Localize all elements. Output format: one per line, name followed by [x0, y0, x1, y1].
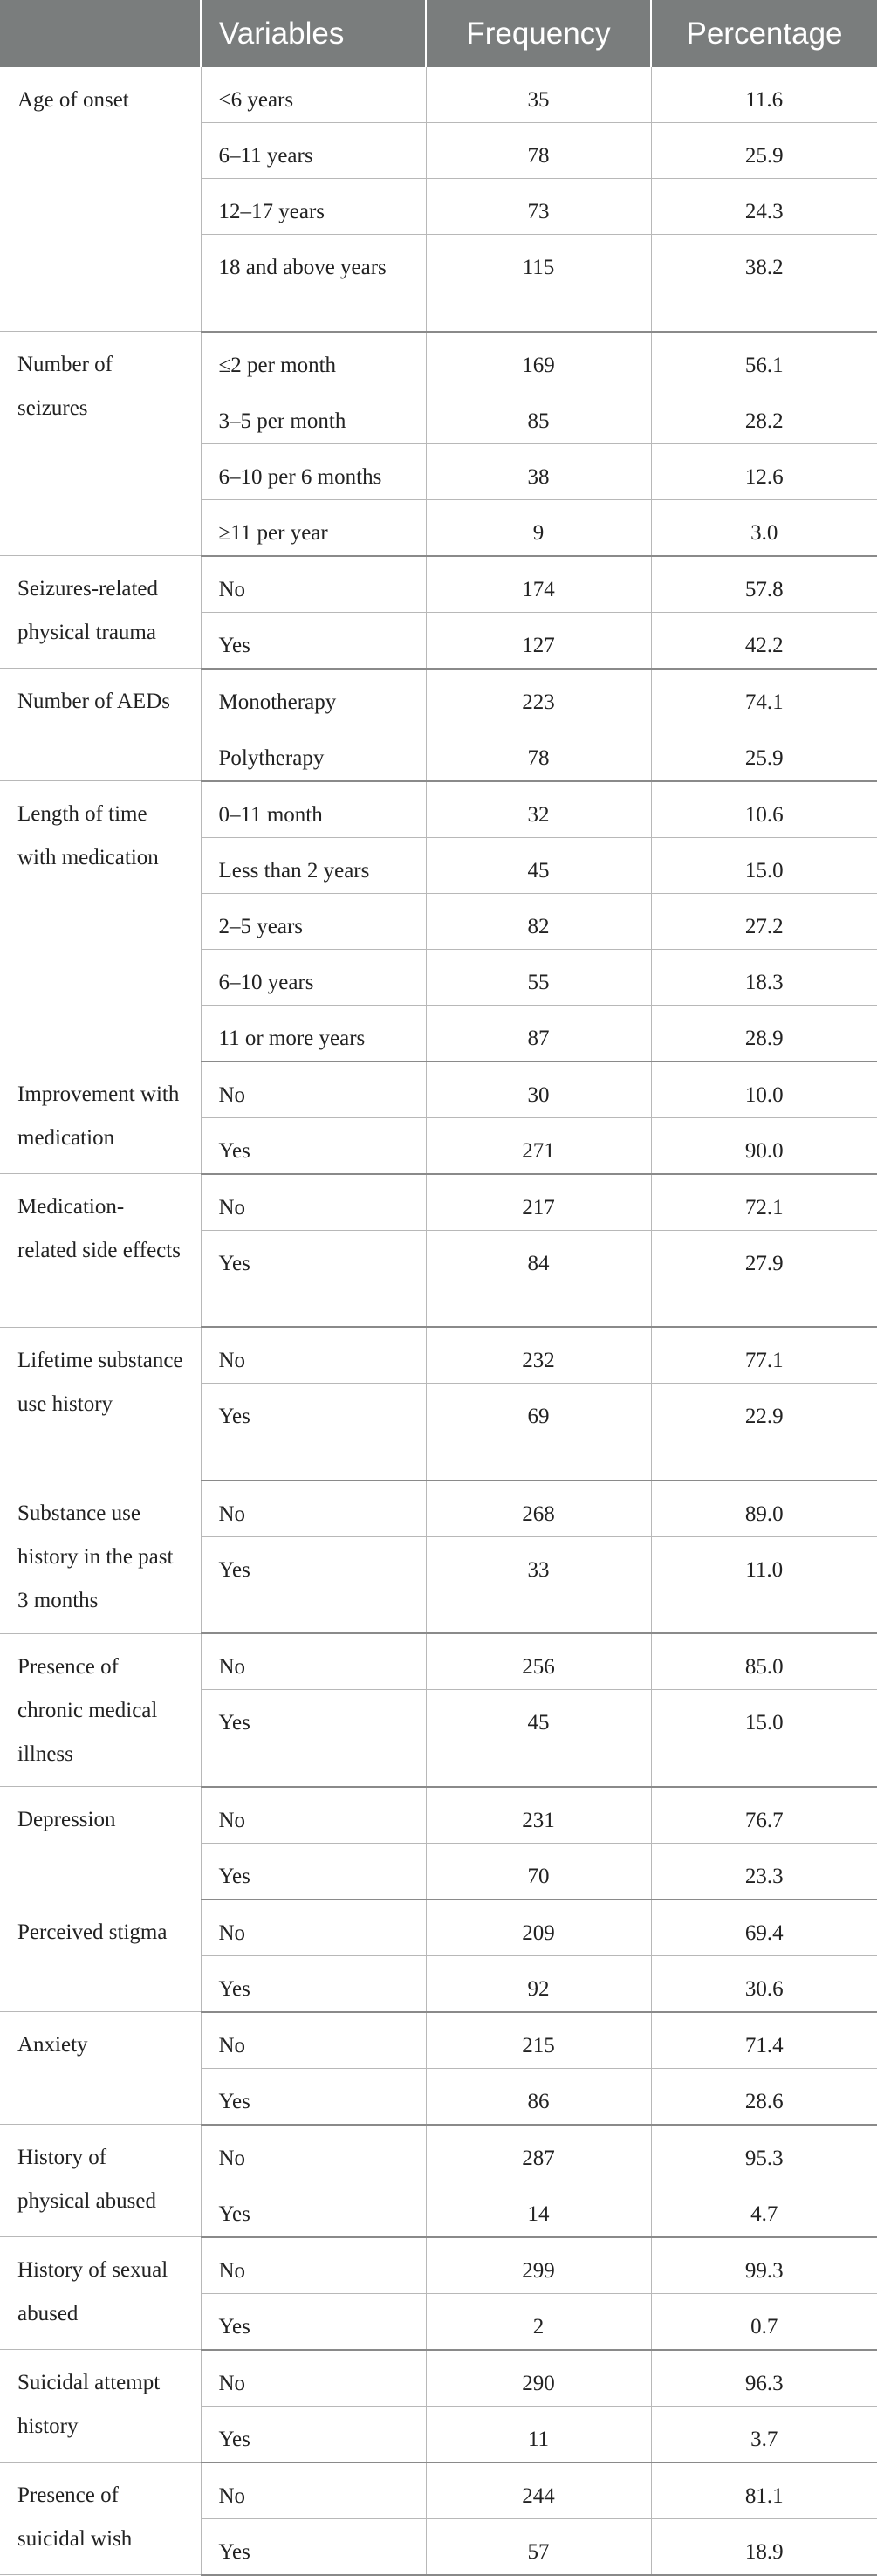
- percentage-value: 23.3: [651, 1843, 877, 1899]
- variable-level: 6–10 years: [201, 949, 426, 1005]
- frequency-value: 45: [426, 837, 651, 893]
- variable-level: Yes: [201, 1230, 426, 1327]
- table-row: [0, 556, 877, 613]
- frequency-value: 45: [426, 1690, 651, 1787]
- frequency-value: 69: [426, 1384, 651, 1480]
- variable-level: Yes: [201, 2181, 426, 2237]
- variable-level: No: [201, 1787, 426, 1844]
- percentage-value: 99.3: [651, 2237, 877, 2294]
- frequency-value: 11: [426, 2406, 651, 2463]
- frequency-value: 78: [426, 123, 651, 179]
- table-body: [0, 67, 877, 2575]
- variable-group-name: Seizures-related physical trauma: [0, 556, 201, 669]
- table-row: [0, 1061, 877, 1118]
- table-row: [0, 2012, 877, 2069]
- variable-level: No: [201, 1061, 426, 1118]
- frequency-value: 82: [426, 893, 651, 949]
- frequency-value: 87: [426, 1005, 651, 1061]
- header-frequency: Frequency: [426, 0, 651, 67]
- table-row: [0, 67, 877, 123]
- variable-level: Yes: [201, 2293, 426, 2350]
- variable-group-name: Length of time with medication: [0, 781, 201, 1061]
- variable-level: Yes: [201, 1384, 426, 1480]
- percentage-value: 76.7: [651, 1787, 877, 1844]
- frequency-value: 92: [426, 1955, 651, 2012]
- table-row: [0, 1787, 877, 1844]
- variable-level: No: [201, 1480, 426, 1537]
- variable-level: 3–5 per month: [201, 388, 426, 443]
- frequency-value: 86: [426, 2068, 651, 2125]
- header-variables: Variables: [201, 0, 426, 67]
- frequency-value: 33: [426, 1536, 651, 1633]
- variable-group-name: Presence of suicidal wish: [0, 2463, 201, 2575]
- frequency-value: 70: [426, 1843, 651, 1899]
- frequency-value: 271: [426, 1117, 651, 1174]
- frequency-value: 217: [426, 1174, 651, 1231]
- percentage-value: 25.9: [651, 123, 877, 179]
- percentage-value: 71.4: [651, 2012, 877, 2069]
- variable-group-name: History of sexual abused: [0, 2237, 201, 2350]
- frequency-value: 127: [426, 612, 651, 669]
- variable-level: No: [201, 1327, 426, 1384]
- percentage-value: 95.3: [651, 2125, 877, 2181]
- percentage-value: 0.7: [651, 2293, 877, 2350]
- variable-group-name: Lifetime substance use history: [0, 1327, 201, 1480]
- frequency-value: 78: [426, 725, 651, 781]
- percentage-value: 12.6: [651, 443, 877, 499]
- table-row: [0, 1899, 877, 1956]
- variable-group-name: Age of onset: [0, 67, 201, 332]
- header-blank-cell: [0, 0, 201, 67]
- percentage-value: 28.2: [651, 388, 877, 443]
- frequency-value: 55: [426, 949, 651, 1005]
- variable-level: Yes: [201, 2518, 426, 2575]
- variable-level: Yes: [201, 2068, 426, 2125]
- percentage-value: 22.9: [651, 1384, 877, 1480]
- frequency-value: 30: [426, 1061, 651, 1118]
- frequency-value: 232: [426, 1327, 651, 1384]
- percentage-value: 74.1: [651, 669, 877, 725]
- variable-level: Yes: [201, 1536, 426, 1633]
- variable-level: Monotherapy: [201, 669, 426, 725]
- variable-group-name: Improvement with medication: [0, 1061, 201, 1174]
- table-header: [0, 0, 877, 67]
- variable-group-name: Substance use history in the past 3 months: [0, 1480, 201, 1634]
- percentage-value: 89.0: [651, 1480, 877, 1537]
- variable-level: 0–11 month: [201, 781, 426, 838]
- variable-group-name: Presence of chronic medical illness: [0, 1633, 201, 1787]
- variable-level: Yes: [201, 1117, 426, 1174]
- variable-level: No: [201, 556, 426, 613]
- percentage-value: 18.9: [651, 2518, 877, 2575]
- percentage-value: 81.1: [651, 2463, 877, 2519]
- variable-group-name: Suicidal attempt history: [0, 2350, 201, 2463]
- frequency-value: 209: [426, 1899, 651, 1956]
- variable-level: Less than 2 years: [201, 837, 426, 893]
- header-percentage: Percentage: [651, 0, 877, 67]
- frequency-value: 287: [426, 2125, 651, 2181]
- variable-group-name: Medication-related side effects: [0, 1174, 201, 1328]
- frequency-value: 2: [426, 2293, 651, 2350]
- frequency-value: 38: [426, 443, 651, 499]
- frequency-value: 32: [426, 781, 651, 838]
- variable-level: No: [201, 2463, 426, 2519]
- percentage-value: 69.4: [651, 1899, 877, 1956]
- table-row: [0, 781, 877, 838]
- variable-level: ≥11 per year: [201, 499, 426, 556]
- variable-level: No: [201, 1899, 426, 1956]
- frequency-value: 215: [426, 2012, 651, 2069]
- header-row: [0, 0, 877, 67]
- percentage-value: 72.1: [651, 1174, 877, 1231]
- variable-level: Polytherapy: [201, 725, 426, 781]
- percentage-value: 3.0: [651, 499, 877, 556]
- variable-level: Yes: [201, 1690, 426, 1787]
- percentage-value: 85.0: [651, 1633, 877, 1690]
- frequency-value: 231: [426, 1787, 651, 1844]
- variable-group-name: Perceived stigma: [0, 1899, 201, 2012]
- variable-level: No: [201, 2125, 426, 2181]
- variable-level: 6–10 per 6 months: [201, 443, 426, 499]
- variable-group-name: Number of seizures: [0, 332, 201, 556]
- table-row: [0, 1327, 877, 1384]
- percentage-value: 4.7: [651, 2181, 877, 2237]
- table-row: [0, 669, 877, 725]
- variable-group-name: History of physical abused: [0, 2125, 201, 2237]
- percentage-value: 77.1: [651, 1327, 877, 1384]
- variable-level: 12–17 years: [201, 179, 426, 235]
- table-row: [0, 2350, 877, 2407]
- percentage-value: 27.9: [651, 1230, 877, 1327]
- percentage-value: 90.0: [651, 1117, 877, 1174]
- frequency-value: 73: [426, 179, 651, 235]
- variable-level: 18 and above years: [201, 235, 426, 332]
- variable-level: No: [201, 2237, 426, 2294]
- frequency-value: 256: [426, 1633, 651, 1690]
- percentage-value: 30.6: [651, 1955, 877, 2012]
- variable-level: No: [201, 2012, 426, 2069]
- percentage-value: 28.9: [651, 1005, 877, 1061]
- frequency-value: 174: [426, 556, 651, 613]
- variable-group-name: Anxiety: [0, 2012, 201, 2125]
- variable-level: Yes: [201, 2406, 426, 2463]
- percentage-value: 3.7: [651, 2406, 877, 2463]
- percentage-value: 15.0: [651, 837, 877, 893]
- variable-level: No: [201, 1174, 426, 1231]
- variable-level: ≤2 per month: [201, 332, 426, 388]
- frequency-value: 244: [426, 2463, 651, 2519]
- variable-level: No: [201, 1633, 426, 1690]
- percentage-value: 11.0: [651, 1536, 877, 1633]
- table-row: [0, 1480, 877, 1537]
- variable-level: Yes: [201, 1955, 426, 2012]
- percentage-value: 15.0: [651, 1690, 877, 1787]
- variable-group-name: Depression: [0, 1787, 201, 1899]
- variable-level: 6–11 years: [201, 123, 426, 179]
- table-row: [0, 2125, 877, 2181]
- frequency-value: 35: [426, 67, 651, 123]
- table-row: [0, 2237, 877, 2294]
- frequency-value: 223: [426, 669, 651, 725]
- table-row: [0, 2463, 877, 2519]
- percentage-value: 24.3: [651, 179, 877, 235]
- percentage-value: 10.6: [651, 781, 877, 838]
- frequency-value: 169: [426, 332, 651, 388]
- frequency-value: 299: [426, 2237, 651, 2294]
- percentage-value: 56.1: [651, 332, 877, 388]
- percentage-value: 25.9: [651, 725, 877, 781]
- variable-level: Yes: [201, 1843, 426, 1899]
- percentage-value: 42.2: [651, 612, 877, 669]
- percentage-value: 11.6: [651, 67, 877, 123]
- frequency-value: 115: [426, 235, 651, 332]
- variable-level: Yes: [201, 612, 426, 669]
- percentage-value: 57.8: [651, 556, 877, 613]
- table-row: [0, 1633, 877, 1690]
- frequency-value: 9: [426, 499, 651, 556]
- variable-group-name: Number of AEDs: [0, 669, 201, 781]
- frequency-value: 268: [426, 1480, 651, 1537]
- variable-level: 11 or more years: [201, 1005, 426, 1061]
- frequency-value: 84: [426, 1230, 651, 1327]
- frequency-value: 85: [426, 388, 651, 443]
- variable-level: No: [201, 2350, 426, 2407]
- percentage-value: 10.0: [651, 1061, 877, 1118]
- percentage-value: 18.3: [651, 949, 877, 1005]
- percentage-value: 96.3: [651, 2350, 877, 2407]
- frequency-value: 290: [426, 2350, 651, 2407]
- variable-level: <6 years: [201, 67, 426, 123]
- percentage-value: 38.2: [651, 235, 877, 332]
- table-row: [0, 332, 877, 388]
- percentage-value: 28.6: [651, 2068, 877, 2125]
- variable-level: 2–5 years: [201, 893, 426, 949]
- table-row: [0, 1174, 877, 1231]
- percentage-value: 27.2: [651, 893, 877, 949]
- frequency-value: 14: [426, 2181, 651, 2237]
- frequency-value: 57: [426, 2518, 651, 2575]
